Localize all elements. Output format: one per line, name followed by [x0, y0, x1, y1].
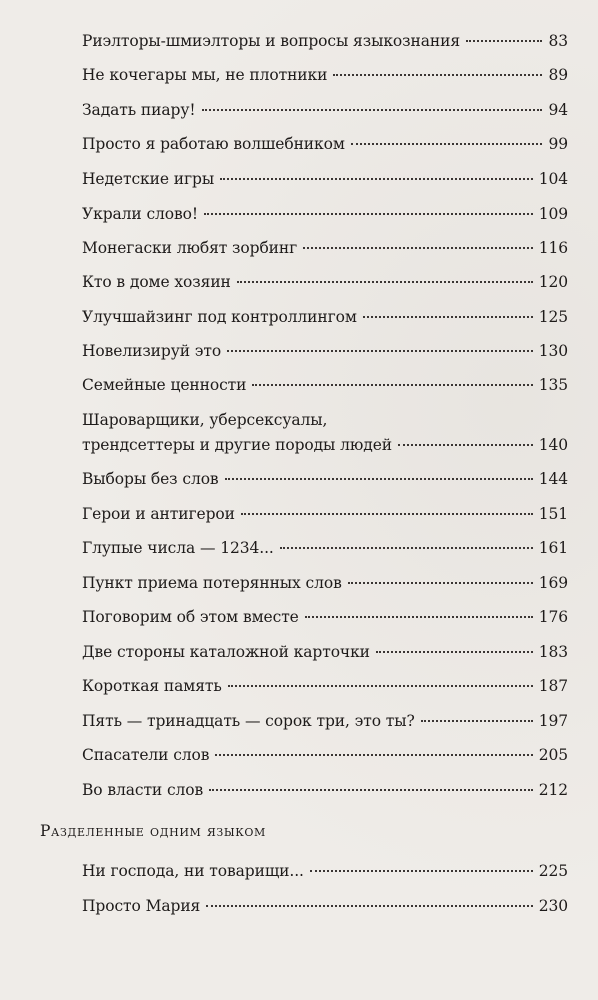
toc-entry — [82, 340, 568, 362]
toc-entry-page: 144 — [538, 470, 568, 488]
toc-entry-title: Новелизируй это — [82, 342, 222, 360]
toc-entry-page: 187 — [538, 677, 568, 695]
dot-leader — [215, 753, 532, 756]
toc-entry-page: 225 — [538, 862, 568, 880]
toc-entry — [82, 895, 568, 917]
toc-entry-title: Пять — тринадцать — сорок три, это ты? — [82, 712, 415, 730]
toc-entry — [82, 203, 568, 225]
toc-entry — [82, 860, 568, 882]
toc-entry-title: Две стороны каталожной карточки — [82, 643, 370, 661]
toc-entry-page: 116 — [538, 239, 568, 257]
section-heading: Разделенные одним языком — [40, 822, 266, 840]
dot-leader — [204, 212, 533, 215]
dot-leader — [206, 904, 532, 907]
toc-entry-page: 161 — [538, 539, 568, 557]
toc-entry — [82, 64, 568, 86]
toc-entry-title: Улучшайзинг под контроллингом — [82, 308, 357, 326]
dot-leader — [228, 684, 533, 687]
toc-entry-title: Пункт приема потерянных слов — [82, 574, 342, 592]
toc-entry-title: Кто в доме хозяин — [82, 273, 231, 291]
toc-entry-page: 151 — [538, 505, 568, 523]
dot-leader — [241, 512, 533, 515]
toc-entry-page: 230 — [538, 897, 568, 915]
toc-entry — [82, 133, 568, 155]
toc-entry-title: Короткая память — [82, 677, 222, 695]
toc-entry — [82, 271, 568, 293]
toc-entry — [82, 168, 568, 190]
toc-entry — [82, 641, 568, 663]
toc-entry-page: 94 — [548, 101, 568, 119]
dot-leader — [252, 383, 532, 386]
dot-leader — [209, 788, 533, 791]
toc-entry — [82, 409, 568, 456]
toc-entry-page: 109 — [538, 205, 568, 223]
toc-entry-title-line1: Шароварщики, уберсексуалы, — [82, 411, 328, 429]
dot-leader — [376, 650, 533, 653]
toc-entry-title: Во власти слов — [82, 781, 204, 799]
toc-entry — [82, 744, 568, 766]
dot-leader — [227, 349, 533, 352]
toc-entry — [82, 306, 568, 328]
toc-entry-page: 125 — [538, 308, 568, 326]
toc-entry-page: 169 — [538, 574, 568, 592]
toc-entry-title: Монегаски любят зорбинг — [82, 239, 298, 257]
toc-entry — [82, 374, 568, 396]
dot-leader — [220, 177, 533, 180]
toc-entry-page: 205 — [538, 746, 568, 764]
toc-entry-page: 197 — [538, 712, 568, 730]
toc-entry-title: Ни господа, ни товарищи... — [82, 862, 304, 880]
toc-entry-title: трендсеттеры и другие породы людей — [82, 436, 393, 454]
dot-leader — [280, 546, 533, 549]
dot-leader — [225, 477, 533, 480]
toc-entry-title: Просто я работаю волшебником — [82, 135, 345, 153]
toc-entry — [82, 30, 568, 52]
toc-entry — [82, 99, 568, 121]
toc-entry-page: 83 — [548, 32, 568, 50]
dot-leader — [333, 73, 542, 76]
toc-entry — [82, 503, 568, 525]
dot-leader — [348, 581, 533, 584]
toc-entry-page: 89 — [548, 66, 568, 84]
toc-entry — [82, 779, 568, 801]
toc-entry-page: 99 — [548, 135, 568, 153]
toc-entry-page: 183 — [538, 643, 568, 661]
toc-entry-title: Не кочегары мы, не плотники — [82, 66, 328, 84]
toc-entry-title: Недетские игры — [82, 170, 215, 188]
toc-entry — [82, 675, 568, 697]
toc-entry-title: Герои и антигерои — [82, 505, 235, 523]
toc-entry-title: Украли слово! — [82, 205, 199, 223]
toc-entry-page: 104 — [538, 170, 568, 188]
dot-leader — [351, 142, 543, 145]
toc-entry-page: 135 — [538, 376, 568, 394]
toc-entry-title: Семейные ценности — [82, 376, 247, 394]
toc-entry-title: Риэлторы-шмиэлторы и вопросы языкознания — [82, 32, 461, 50]
dot-leader — [305, 615, 533, 618]
toc-entry — [82, 606, 568, 628]
toc-entry — [82, 572, 568, 594]
toc-entry-title: Глупые числа — 1234... — [82, 539, 274, 557]
toc-entry-title: Просто Мария — [82, 897, 201, 915]
toc-entry — [82, 710, 568, 732]
toc-entry — [82, 468, 568, 490]
toc-entry-page: 176 — [538, 608, 568, 626]
toc-entry-page: 212 — [538, 781, 568, 799]
dot-leader — [363, 315, 533, 318]
dot-leader — [237, 280, 533, 283]
toc-entry-page: 120 — [538, 273, 568, 291]
toc-entry-title: Задать пиару! — [82, 101, 196, 119]
toc-entry — [82, 237, 568, 259]
dot-leader — [303, 246, 533, 249]
dot-leader — [202, 108, 543, 111]
dot-leader — [466, 39, 542, 42]
toc-entry — [82, 537, 568, 559]
toc-entry-title: Поговорим об этом вместе — [82, 608, 299, 626]
toc-entry-title: Спасатели слов — [82, 746, 210, 764]
toc-entry-page: 130 — [538, 342, 568, 360]
dot-leader — [310, 869, 533, 872]
toc-entry-title: Выборы без слов — [82, 470, 219, 488]
dot-leader — [398, 443, 533, 446]
toc-entry-page: 140 — [538, 436, 568, 454]
dot-leader — [421, 719, 533, 722]
